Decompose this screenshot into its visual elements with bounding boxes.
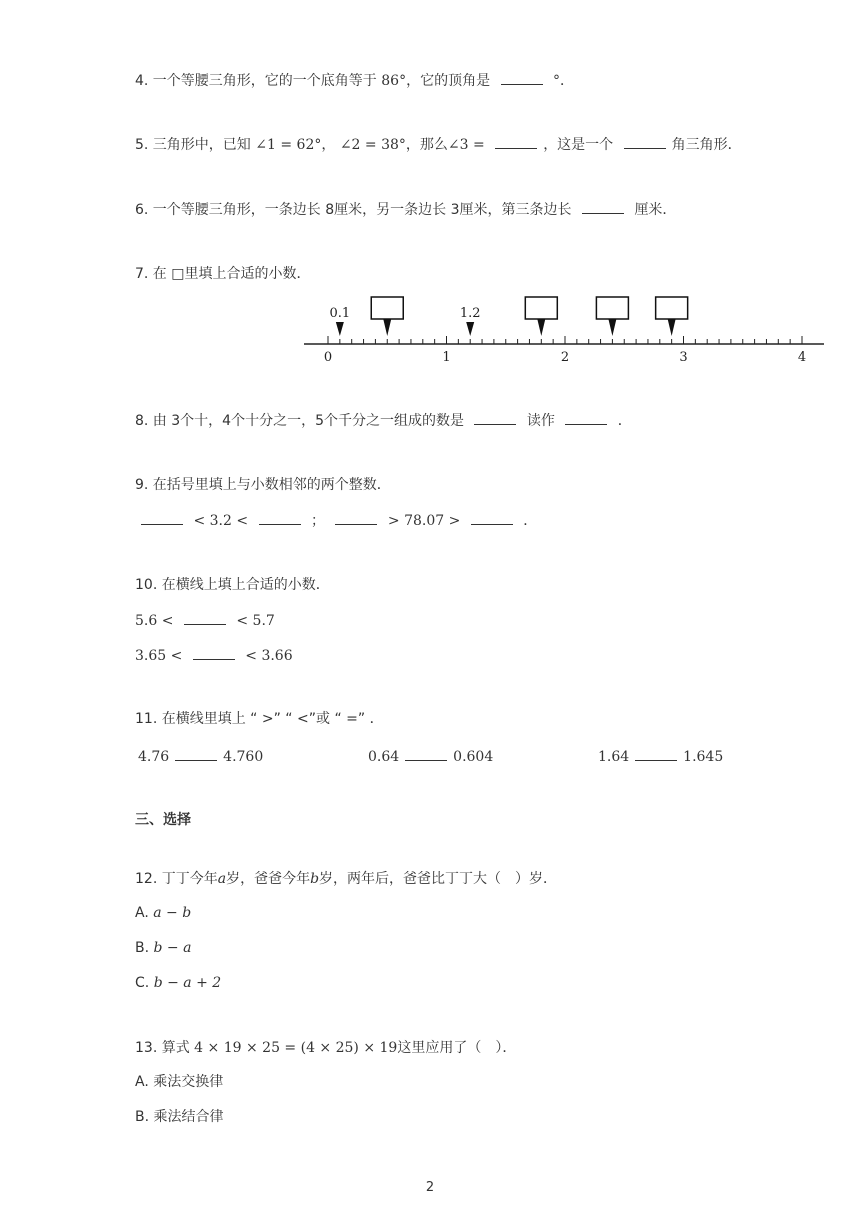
- answer-blank[interactable]: [184, 610, 226, 625]
- answer-blank[interactable]: [259, 510, 301, 525]
- question-12: [135, 869, 557, 889]
- question-9: [135, 475, 391, 495]
- q10-line1: [135, 610, 275, 631]
- question-7: [135, 264, 311, 284]
- q9-part1: < 3.2 <: [193, 513, 249, 529]
- pointer-arrow: [668, 319, 676, 336]
- q8-suffix: ．: [617, 413, 632, 429]
- q7-text: 7. 在 □里填上合适的小数．: [135, 266, 311, 282]
- option-expr: a − b: [153, 905, 192, 921]
- pointer-arrow: [608, 319, 616, 336]
- answer-blank[interactable]: [624, 134, 666, 149]
- q11-item-a: 1.64: [598, 749, 630, 765]
- question-8: [135, 410, 632, 431]
- q10-l2a: 3.65 <: [135, 648, 183, 664]
- tick-label: 2: [560, 350, 570, 365]
- q10-l1b: < 5.7: [236, 613, 275, 629]
- answer-blank[interactable]: [565, 410, 607, 425]
- q6-prefix: 6. 一个等腰三角形，一条边长 8厘米，另一条边长 3厘米，第三条边长: [135, 202, 572, 218]
- q12-var-a: a: [217, 871, 227, 887]
- q11-text: 11. 在横线里填上 “ >” “ <”或 “ =” ．: [135, 711, 384, 727]
- option-b[interactable]: [135, 938, 191, 958]
- answer-blank[interactable]: [474, 410, 516, 425]
- answer-blank[interactable]: [335, 510, 377, 525]
- answer-blank[interactable]: [193, 645, 235, 660]
- option-a[interactable]: A. 乘法交换律: [135, 1074, 224, 1090]
- q5-angle1: ∠1 = 62°: [255, 137, 322, 153]
- tick-label: 0: [323, 350, 333, 365]
- answer-blank[interactable]: [501, 70, 543, 85]
- q5-middle: ，那么: [405, 137, 448, 153]
- q5-angle3: ∠3 =: [447, 137, 485, 153]
- q10-l1a: 5.6 <: [135, 613, 174, 629]
- tick-label: 4: [797, 350, 807, 365]
- q9-text: 9. 在括号里填上与小数相邻的两个整数．: [135, 477, 391, 493]
- pointer-arrow: [466, 322, 474, 336]
- answer-blank[interactable]: [582, 199, 624, 214]
- q9-semicolon: ；: [311, 513, 325, 529]
- section-heading: 三、选择: [135, 812, 191, 828]
- answer-blank[interactable]: [141, 510, 183, 525]
- q5-angle2: ∠2 = 38°: [339, 137, 406, 153]
- q11-item-2: [368, 746, 493, 765]
- pointer-arrow: [537, 319, 545, 336]
- q4-angle: 86°: [381, 73, 407, 89]
- answer-blank[interactable]: [405, 746, 447, 761]
- q10-l2b: < 3.66: [245, 648, 293, 664]
- answer-blank[interactable]: [635, 746, 677, 761]
- option-a[interactable]: [135, 903, 191, 923]
- tick-label: 3: [679, 350, 688, 365]
- q8-middle: 读作: [526, 413, 555, 429]
- q12-text-b: 岁，爸爸今年: [226, 871, 311, 887]
- answer-blank[interactable]: [175, 746, 217, 761]
- option-letter: C.: [135, 975, 150, 991]
- q13-suffix: 这里应用了（ ）．: [397, 1040, 517, 1056]
- q4-suffix: °．: [553, 73, 574, 89]
- q9-end: ．: [523, 513, 538, 529]
- answer-box[interactable]: [656, 297, 688, 319]
- given-value-label: 1.2: [459, 306, 481, 321]
- pointer-arrow: [336, 322, 344, 336]
- option-expr: b − a + 2: [153, 975, 222, 991]
- given-value-label: 0.1: [329, 306, 351, 321]
- q11-item-b: 1.645: [683, 749, 724, 765]
- question-10: [135, 575, 330, 595]
- option-c[interactable]: [135, 973, 221, 993]
- q5-prefix: 5. 三角形中，已知: [135, 137, 251, 153]
- q13-expr: 4 × 19 × 25 = (4 × 25) × 19: [194, 1040, 398, 1056]
- tick-label: 1: [442, 350, 451, 365]
- answer-box[interactable]: [525, 297, 557, 319]
- q11-item-b: 0.604: [453, 749, 494, 765]
- question-11: [135, 709, 384, 729]
- q12-var-b: b: [310, 871, 320, 887]
- question-6: [135, 199, 676, 220]
- q13-prefix: 13. 算式: [135, 1040, 190, 1056]
- q12-text-c: 岁，两年后，爸爸比丁丁大（ ）岁．: [319, 871, 558, 887]
- q10-text: 10. 在横线上填上合适的小数．: [135, 577, 330, 593]
- pointer-arrow: [383, 319, 391, 336]
- option-expr: b − a: [153, 940, 192, 956]
- q8-prefix: 8. 由 3个十，4个十分之一，5个千分之一组成的数是: [135, 413, 464, 429]
- question-5: [135, 134, 742, 155]
- question-4: [135, 70, 574, 91]
- q5-middle2: ，这是一个: [543, 137, 614, 153]
- answer-box[interactable]: [596, 297, 628, 319]
- q5-suffix: 角三角形．: [671, 137, 742, 153]
- number-line: [300, 290, 830, 370]
- q11-item-b: 4.760: [223, 749, 264, 765]
- q4-prefix: 4. 一个等腰三角形，它的一个底角等于: [135, 73, 377, 89]
- page-number: 2: [425, 1180, 435, 1195]
- answer-blank[interactable]: [471, 510, 513, 525]
- question-13: [135, 1038, 516, 1058]
- q4-middle: ，它的顶角是: [406, 73, 491, 89]
- q9-expressions: [135, 510, 537, 531]
- q6-suffix: 厘米．: [634, 202, 677, 218]
- option-letter: B.: [135, 940, 150, 956]
- q12-text-a: 12. 丁丁今年: [135, 871, 218, 887]
- q11-item-3: [598, 746, 723, 765]
- q10-line2: [135, 645, 293, 666]
- q5-sep: ，: [321, 137, 336, 153]
- q11-item-1: [138, 746, 263, 765]
- option-letter: A.: [135, 905, 149, 921]
- answer-blank[interactable]: [495, 134, 537, 149]
- q9-part2: > 78.07 >: [387, 513, 461, 529]
- q11-item-a: 0.64: [368, 749, 400, 765]
- option-b[interactable]: B. 乘法结合律: [135, 1109, 224, 1125]
- q11-item-a: 4.76: [138, 749, 170, 765]
- answer-box[interactable]: [371, 297, 403, 319]
